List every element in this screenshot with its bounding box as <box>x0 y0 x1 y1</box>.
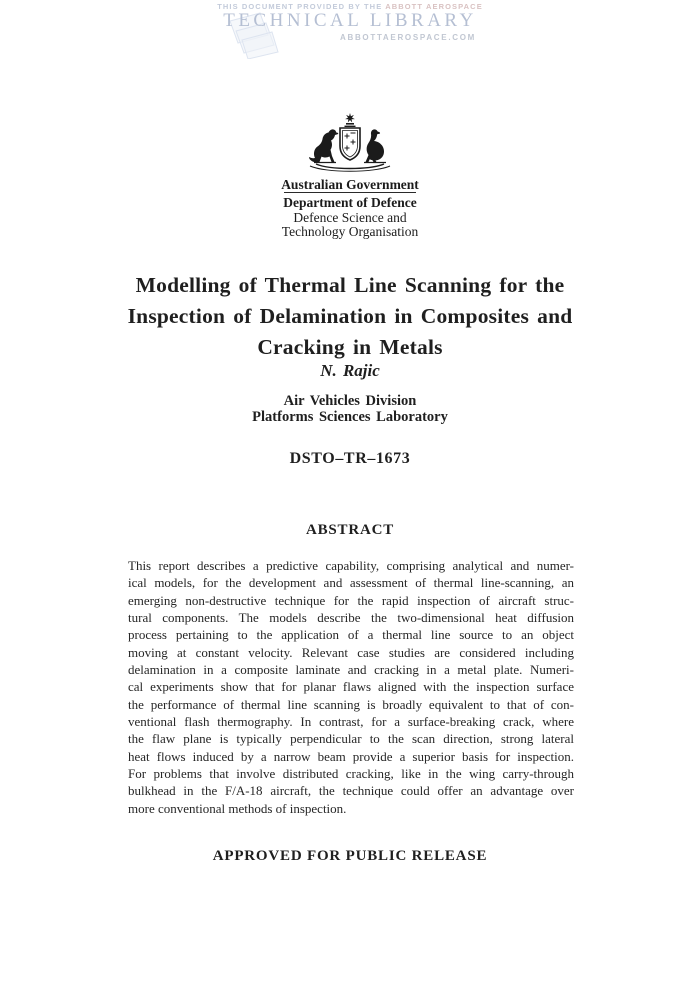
shield <box>340 128 360 160</box>
report-title-line3: Cracking in Metals <box>257 335 443 359</box>
abstract-line: more conventional methods of inspection. <box>128 800 347 816</box>
author-name: N. Rajic <box>320 361 380 380</box>
abstract-line: moving at constant velocity. Relevant case studies are considered including <box>128 644 574 660</box>
crest-divider <box>284 192 416 193</box>
organisation-line2: Technology Organisation <box>281 224 419 239</box>
watermark-brand: ABBOTT AEROSPACE <box>385 2 483 11</box>
wattle-branches <box>310 163 390 172</box>
abstract-line: This report describes a predictive capability, comprising analytical and numer- <box>128 558 574 573</box>
watermark-provided-prefix: THIS DOCUMENT PROVIDED BY THE <box>217 2 386 11</box>
abstract-line: the performance of thermal line scanning is broadly equivalent to that of con- <box>128 696 574 712</box>
abstract-line: tural components. The models describe the two-dimensional heat diffusion <box>128 610 574 626</box>
report-title-line2: Inspection of Delamination in Composites and <box>127 304 573 328</box>
abstract-line: emerging non-destructive technique for the rapid inspection of aircraft struc- <box>128 592 574 608</box>
watermark-website: ABBOTTAEROSPACE.COM <box>340 33 477 42</box>
abstract-line: ventional flash thermography. In contrast, for a surface-breaking crack, where <box>128 714 574 730</box>
abstract-line: bulkhead in the F/A-18 aircraft, the technique could offer an advantage over <box>128 783 574 799</box>
abstract-line: process pertaining to the application of a thermal line source to an object <box>128 627 574 643</box>
abstract-line: delamination in a composite laminate and cracking in a metal plate. Numeri- <box>128 662 574 678</box>
department-label: Department of Defence <box>283 195 417 210</box>
approval-statement: APPROVED FOR PUBLIC RELEASE <box>212 848 488 864</box>
abstract-line: ical models, for the development and assessment of thermal line-scanning, an <box>128 575 574 591</box>
emu-silhouette <box>366 129 385 162</box>
division-name: Air Vehicles Division <box>283 393 417 409</box>
abstract-line: the flaw plane is typically perpendicular to the scan direction, strong lateral <box>128 731 574 747</box>
abstract-line: heat flows induced by a narrow beam provide a superior basis for inspection. <box>128 748 574 764</box>
laboratory-name: Platforms Sciences Laboratory <box>252 409 448 425</box>
report-title <box>0 270 700 363</box>
watermark-library-title: TECHNICAL LIBRARY <box>223 10 477 31</box>
abstract-body <box>128 557 574 817</box>
abstract-heading: ABSTRACT <box>305 522 395 538</box>
report-number: DSTO–TR–1673 <box>289 450 411 467</box>
abstract-line: cal experiments show that for planar flaws aligned with the inspection surface <box>128 679 574 695</box>
report-title-line1: Modelling of Thermal Line Scanning for the <box>135 273 565 297</box>
kangaroo-silhouette <box>309 129 338 162</box>
abstract-line: For problems that involve distributed cracking, like in the wing carry-through <box>128 766 574 782</box>
commonwealth-star <box>345 113 355 123</box>
government-label: Australian Government <box>281 177 419 192</box>
coat-of-arms <box>302 112 398 174</box>
organisation-line1: Defence Science and <box>293 210 407 225</box>
